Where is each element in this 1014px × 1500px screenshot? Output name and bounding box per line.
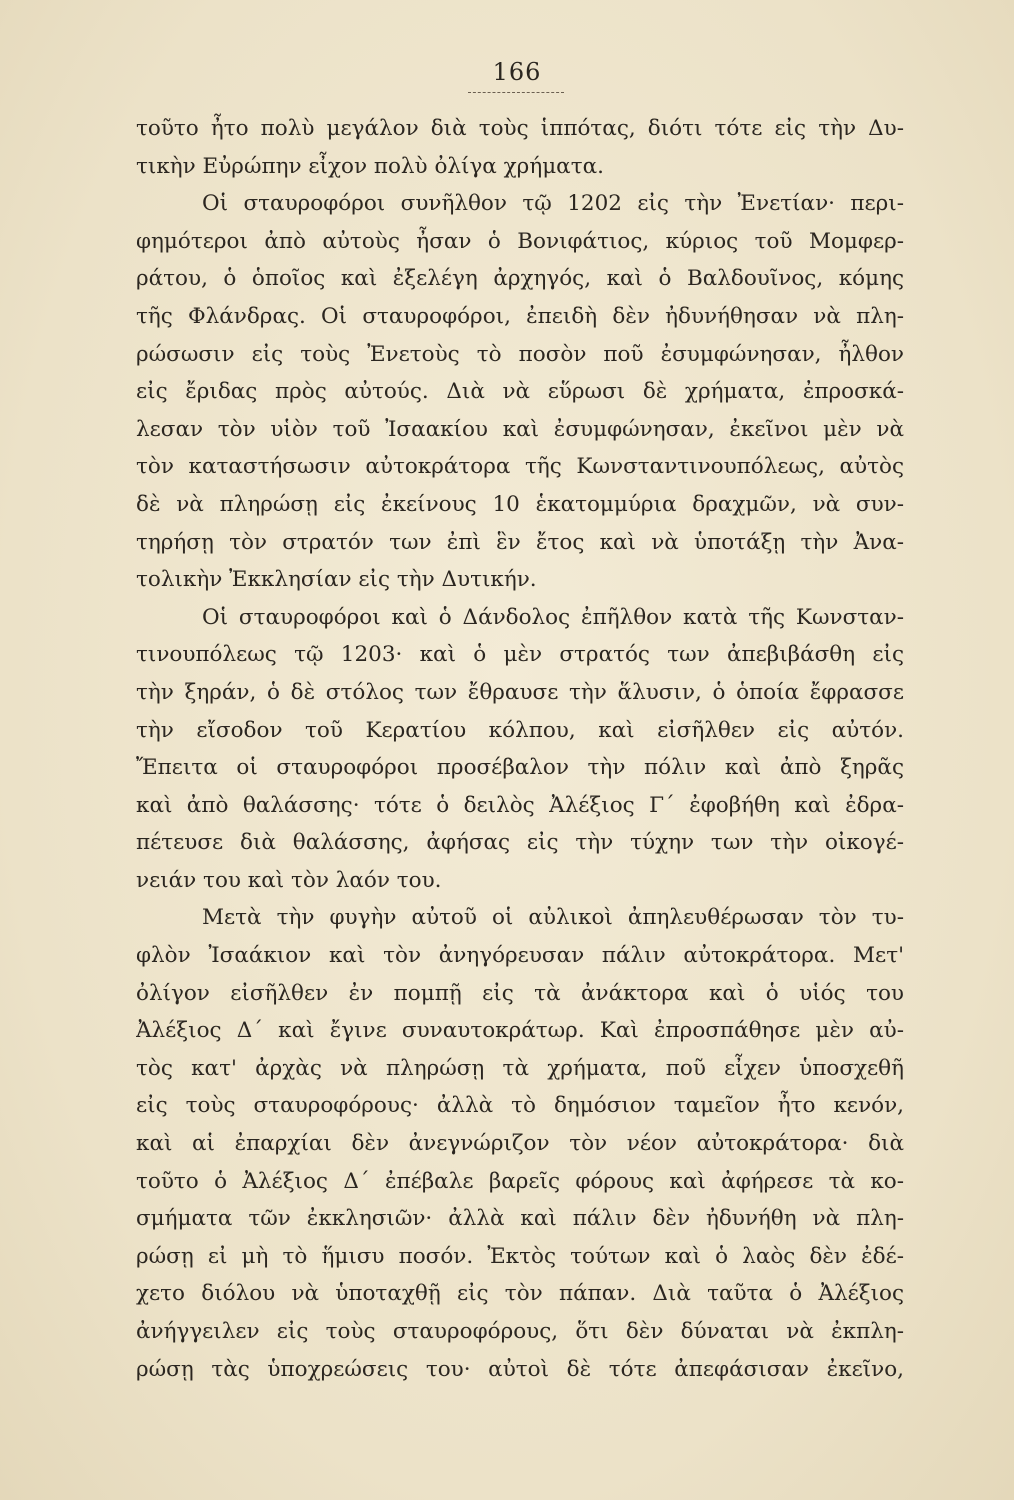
paragraph — [136, 185, 904, 599]
text-line: τοῦτο ὁ Ἀλέξιος Δ΄ ἐπέβαλε βαρεῖς φόρους καὶ ἀφήρεσε τὰ κο- — [136, 1168, 904, 1194]
text-line: ρώσῃ τὰς ὑποχρεώσεις του· αὐτοὶ δὲ τότε ἀπεφάσισαν ἐκεῖνο, — [136, 1356, 904, 1382]
text-line: φλὸν Ἰσαάκιον καὶ τὸν ἀνηγόρευσαν πάλιν αὐτοκράτορα. Μετ' — [136, 943, 904, 969]
text-line: ὀλίγον εἰσῆλθεν ἐν πομπῇ εἰς τὰ ἀνάκτορα καὶ ὁ υἱός του — [136, 980, 904, 1006]
text-line: νειάν του καὶ τὸν λαόν του. — [136, 867, 442, 893]
text-line: τικὴν Εὐρώπην εἶχον πολὺ ὀλίγα χρήματα. — [136, 153, 604, 179]
text-line: τὸς κατ' ἀρχὰς νὰ πληρώσῃ τὰ χρήματα, ποῦ εἶχεν ὑποσχεθῆ — [136, 1055, 904, 1081]
text-line: Ἔπειτα οἱ σταυροφόροι προσέβαλον τὴν πόλιν καὶ ἀπὸ ξηρᾶς — [136, 755, 904, 781]
text-line: Ἀλέξιος Δ΄ καὶ ἔγινε συναυτοκράτωρ. Καὶ ἐπροσπάθησε μὲν αὐ- — [136, 1018, 904, 1044]
text-line: ρώσωσιν εἰς τοὺς Ἐνετοὺς τὸ ποσὸν ποῦ ἐσυμφώνησαν, ἦλθον — [136, 341, 904, 367]
text-line: Οἱ σταυροφόροι συνῆλθον τῷ 1202 εἰς τὴν Ἐνετίαν· περι- — [202, 191, 904, 217]
text-line: χετο διόλου νὰ ὑποταχθῇ εἰς τὸν πάπαν. Διὰ ταῦτα ὁ Ἀλέξιος — [136, 1281, 904, 1307]
text-line: δὲ νὰ πληρώσῃ εἰς ἐκείνους 10 ἑκατομμύρια δραχμῶν, νὰ συν- — [136, 491, 904, 517]
page-number-rule — [468, 92, 564, 93]
text-line: εἰς ἔριδας πρὸς αὐτούς. Διὰ νὰ εὕρωσι δὲ χρήματα, ἐπροσκά- — [136, 379, 904, 405]
text-line: τοῦτο ἦτο πολὺ μεγάλον διὰ τοὺς ἱππότας, διότι τότε εἰς τὴν Δυ- — [136, 116, 904, 141]
text-line: φημότεροι ἀπὸ αὐτοὺς ἦσαν ὁ Βονιφάτιος, κύριος τοῦ Μομφερ- — [136, 228, 904, 254]
text-line: καὶ αἱ ἐπαρχίαι δὲν ἀνεγνώριζον τὸν νέον αὐτοκράτορα· διὰ — [136, 1131, 904, 1157]
text-line: τὴν ξηράν, ὁ δὲ στόλος των ἔθραυσε τὴν ἅλυσιν, ὁ ὁποία ἔφρασσε — [136, 679, 904, 705]
text-line: ἀνήγγειλεν εἰς τοὺς σταυροφόρους, ὅτι δὲν δύναται νὰ ἐκπλη- — [136, 1319, 904, 1344]
text-line: τὸν καταστήσωσιν αὐτοκράτορα τῆς Κωνσταντινουπόλεως, αὐτὸς — [136, 454, 904, 480]
text-line: καὶ ἀπὸ θαλάσσης· τότε ὁ δειλὸς Ἀλέξιος Γ΄ ἐφοβήθη καὶ ἐδρα- — [136, 792, 904, 818]
text-line: τὴν εἴσοδον τοῦ Κερατίου κόλπου, καὶ εἰσῆλθεν εἰς αὐτόν. — [136, 717, 904, 743]
text-line: σμήματα τῶν ἐκκλησιῶν· ἀλλὰ καὶ πάλιν δὲν ἠδυνήθη νὰ πλη- — [136, 1206, 904, 1232]
text-line: Οἱ σταυροφόροι καὶ ὁ Δάνδολος ἐπῆλθον κατὰ τῆς Κωνσταν- — [202, 604, 904, 630]
paragraph — [136, 110, 904, 185]
text-line: ράτου, ὁ ὁποῖος καὶ ἐξελέγη ἀρχηγός, καὶ ὁ Βαλδουῖνος, κόμης — [136, 266, 904, 292]
text-line: εἰς τοὺς σταυροφόρους· ἀλλὰ τὸ δημόσιον ταμεῖον ἦτο κενόν, — [136, 1093, 904, 1119]
paragraph — [136, 599, 904, 900]
text-line: ρώσῃ εἰ μὴ τὸ ἥμισυ ποσόν. Ἐκτὸς τούτων καὶ ὁ λαὸς δὲν ἐδέ- — [136, 1243, 904, 1269]
paragraph — [136, 899, 904, 1388]
text-line: πέτευσε διὰ θαλάσσης, ἀφήσας εἰς τὴν τύχην των τὴν οἰκογέ- — [136, 830, 904, 856]
body-text — [136, 110, 904, 1388]
text-line: τῆς Φλάνδρας. Οἱ σταυροφόροι, ἐπειδὴ δὲν ἠδυνήθησαν νὰ πλη- — [136, 303, 904, 329]
page-number: 166 — [492, 58, 542, 86]
text-line: Μετὰ τὴν φυγὴν αὐτοῦ οἱ αὐλικοὶ ἀπηλευθέρωσαν τὸν τυ- — [202, 905, 904, 931]
text-line: τολικὴν Ἐκκλησίαν εἰς τὴν Δυτικήν. — [136, 567, 537, 593]
text-line: τηρήσῃ τὸν στρατόν των ἐπὶ ἓν ἔτος καὶ νὰ ὑποτάξῃ τὴν Ἀνα- — [136, 529, 904, 555]
text-line: τινουπόλεως τῷ 1203· καὶ ὁ μὲν στρατός των ἀπεβιβάσθη εἰς — [136, 642, 904, 668]
text-line: λεσαν τὸν υἱὸν τοῦ Ἰσαακίου καὶ ἐσυμφώνησαν, ἐκεῖνοι μὲν νὰ — [136, 416, 904, 442]
